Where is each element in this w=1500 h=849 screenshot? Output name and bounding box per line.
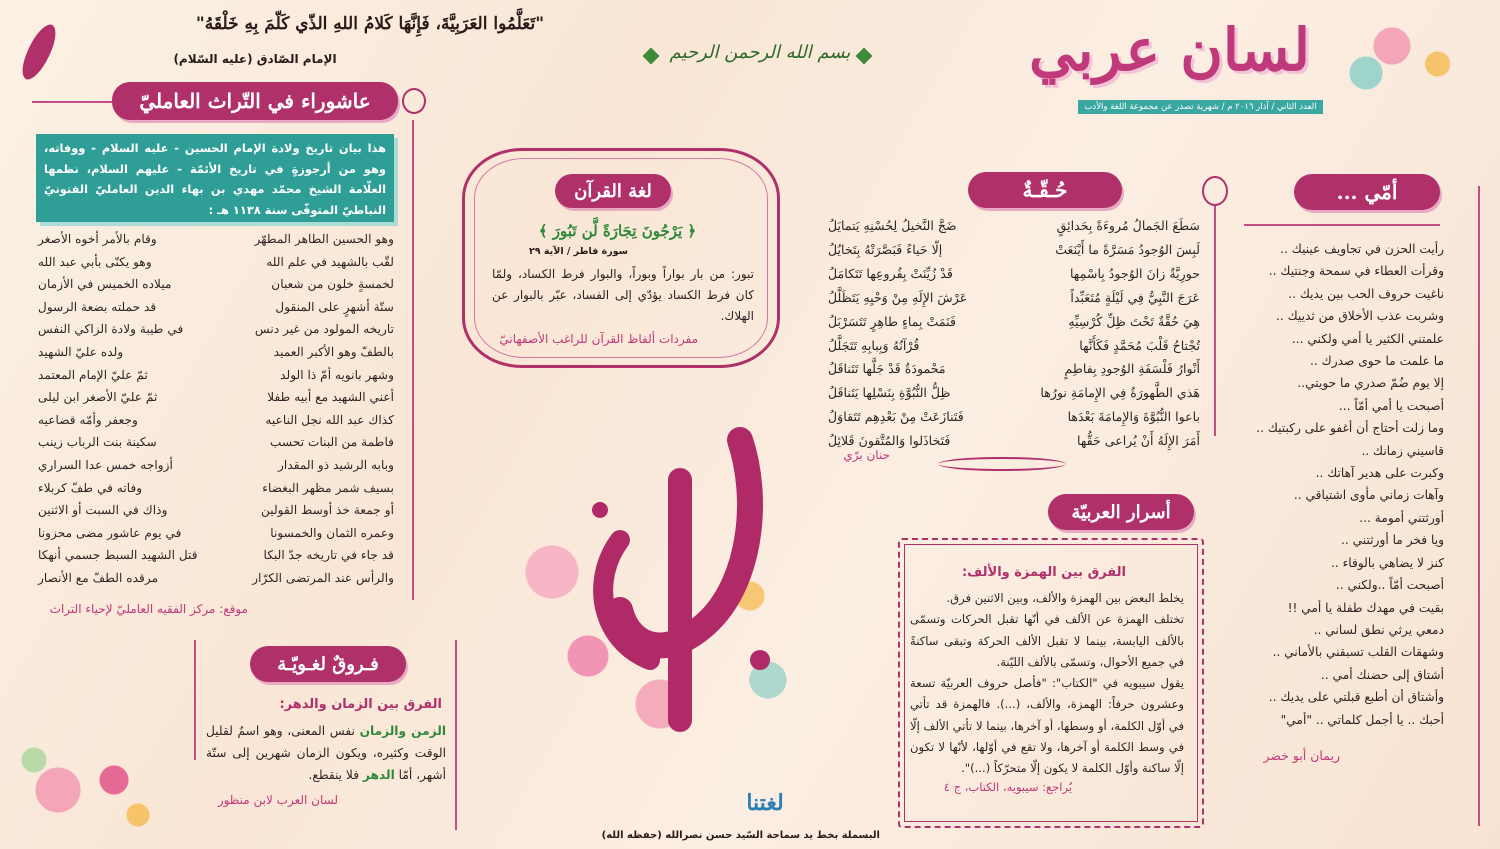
ashura-verse-row [38, 341, 394, 364]
issue-line: العدد الثاني / آذار ٢٠١٦ م / شهرية تصدر عن مجموعة اللغة والأدب [1078, 100, 1323, 114]
ummi-line: قاسيني زمانك .. [1361, 443, 1444, 458]
ummi-line: أصبحت أمّاً ..ولكني .. [1335, 578, 1444, 593]
furuq-term-dahr: الدهر [362, 768, 395, 782]
verse-second-hemistich: قتل الشهيد السبط جسمي أنهكا [38, 548, 198, 563]
ummi-line: دمعي يرثي نطق لساني .. [1313, 622, 1444, 637]
verse-first-hemistich: أَمَرَ الإِلَهُ أَنْ يُراعى حَقُّها [1077, 433, 1200, 449]
ashura-verse-row [38, 364, 394, 387]
verse-first-hemistich: وهو الحسين الطاهر المطهّر [254, 232, 394, 246]
verse-second-hemistich: فَتَخاذَلوا وَالمُتَّقونَ قَلائِلُ [828, 433, 951, 449]
verse-second-hemistich: في يوم عاشور مضى محزونا [38, 525, 182, 540]
huqqa-verse-row [828, 405, 1200, 429]
verse-first-hemistich: وبابه الرشيد ذو المقدار [278, 457, 394, 472]
verse-first-hemistich: تُجْتاحُ قَلْبَ مُحَمَّدٍ فَكَأَنَّها [1079, 337, 1200, 353]
ashura-verse-row [38, 567, 394, 590]
ashura-intro: هذا بيان تاريخ ولادة الإمام الحسين - عليه السلام - ووفاته، وهو من أرجوزةٍ في تاريخ الأئمّة - عليهم السلام، نظمها العلّامة الشيخ محمّد مهدي بن بهاء الدين العامليّ الفتونيّ النباطيّ المتوفّى سنة ١١٣٨ هـ : [44, 141, 386, 217]
furuq-credit: لسان العرب لابن منظور [217, 793, 338, 807]
lugha-text: تبور: من بار بواراً وبوراً، والبوار فرط الكساد، ولمّا كان فرط الكساد يؤدّي إلى الفساد، عبّر بالبوار عن الهلاك. [492, 267, 754, 323]
verse-first-hemistich: عَرَجَ النَّبِيُّ فِي لَيْلَةٍ مُتَعَبِّداً [1070, 289, 1200, 305]
ummi-line: علمتني الكثير يا أمي ولكني ... [1291, 331, 1444, 346]
fatima-calligraphy-art [560, 420, 800, 750]
verse-first-hemistich: وشهر بانويه أمّ ذا الولد [280, 367, 394, 382]
furuq-side-rule [455, 640, 457, 830]
verse-first-hemistich: كذاك عبد الله نجل الناعيه [265, 412, 394, 427]
furuq-left-rule [194, 640, 196, 760]
huqqa-verse-row [828, 214, 1200, 238]
verse-second-hemistich: ضَجَّ النَّخيلُ لِحُسْنِهِ يَتمايَلُ [828, 218, 957, 233]
asrar-paragraph: يخلط البعض بين الهمزة والألف، وبين الاثنين فرق. [946, 591, 1184, 605]
huqqa-verse-row [828, 310, 1200, 334]
lugha-verse-ref: سورة فاطر / الآية ٢٩ [529, 246, 628, 257]
ummi-line: ويا فخر ما أورثتني .. [1341, 533, 1444, 548]
ashura-verse-row [38, 454, 394, 477]
huqqa-verse-row [828, 262, 1200, 286]
ashura-title: عاشوراء في التّراث العامليّ [112, 82, 398, 120]
ummi-line: أحبك .. يا أجمل كلماتي .. "أمي" [1280, 712, 1444, 727]
basmala-ornament-left [643, 48, 660, 65]
huqqa-verse-row [828, 286, 1200, 310]
ummi-side-rule [1478, 186, 1480, 826]
asrar-title: أسرار العربيّة [1048, 494, 1194, 530]
logo-title: لسان عربي [1029, 16, 1310, 84]
verse-second-hemistich: مَحْمودَةٌ قَدْ جَلَّها تَتَناقَلُ [828, 361, 946, 377]
ashura-verse-row [38, 409, 394, 432]
verse-first-hemistich: لخمسةٍ خلون من شعبان [271, 277, 394, 292]
ashura-verse-row [38, 499, 394, 522]
asrar-body [910, 588, 1184, 780]
furuq-text-mid: نفس المعنى، وهو اسمٌ لقليل الوقت وكثيره، ويكون الزمان شهرين إلى ستّة أشهر، أمّا [206, 724, 446, 782]
verse-second-hemistich: ميلاده الخميس في الأزمان [38, 277, 172, 292]
ummi-title: أمّي ... [1294, 174, 1440, 210]
verse-first-hemistich: بسيف شمر مظهر البغضاء [262, 480, 394, 495]
verse-first-hemistich: هَذي الطَّهورَةُ فِي الإِمامَةِ نورُها [1040, 385, 1200, 401]
ashura-verse-row [38, 296, 394, 319]
verse-second-hemistich: وذاك في السبت أو الاثنين [38, 503, 168, 518]
ashura-verse-row [38, 544, 394, 567]
ummi-line: وقرأت العطاء في سمحة وجنتيك .. [1268, 264, 1444, 279]
ummi-title-rule [1244, 224, 1440, 226]
huqqa-verse-row [828, 334, 1200, 358]
header-quote: "تَعَلَّمُوا العَرَبِيَّةَ، فَإِنَّهَا كَلامُ اللهِ الذّي كَلّمَ بِهِ خَلْقَهُ" [195, 14, 545, 34]
verse-second-hemistich: قَدْ زُيِّنَتْ بِفُروعِها تَتَكامَلُ [828, 265, 953, 281]
ummi-line: أشتاق إلى حضنك أمي .. [1320, 667, 1444, 682]
verse-first-hemistich: فاطمة من البنات تحسب [270, 435, 394, 450]
lugha-credit: مفردات ألفاظ القرآن للراغب الأصفهانيّ [499, 332, 698, 346]
verse-second-hemistich: وهو يكنّى بأبي عبد الله [38, 254, 152, 269]
verse-first-hemistich: ستّة أشهرٍ على المنقول [275, 299, 394, 314]
huqqa-verses [828, 214, 1200, 453]
asrar-subtitle: الفرق بين الهمزة والألف: [961, 565, 1126, 580]
verse-second-hemistich: ظِلُّ النُّبُوَّةِ بِنَسْلِها يَتَناقَلُ [828, 385, 951, 401]
ashura-verse-row [38, 251, 394, 274]
lugha-verse: ﴿ يَرْجُونَ تِجَارَةً لَّن تَبُورَ ﴾ [538, 222, 697, 240]
ashura-verse-row [38, 522, 394, 545]
ummi-line: ما علمت ما حوى صدرك .. [1310, 354, 1444, 369]
furuq-subtitle: الفرق بين الزمان والدهر: [279, 697, 442, 712]
verse-second-hemistich: إلّا حَياءً فَبَصَّرَتْهُ بِتَخايُلُ [828, 241, 943, 257]
ashura-credit: موقع: مركز الفقيه العامليّ لإحياء التراث [49, 602, 248, 616]
ummi-line: وكبرت على هدير آهاتك .. [1315, 466, 1444, 481]
furuq-text-end: فلا ينقطع. [308, 768, 363, 782]
verse-first-hemistich: بالطفّ وهو الأكبر العميد [273, 344, 394, 359]
verse-first-hemistich: تاريخه المولود من غير دنس [254, 322, 394, 337]
verse-second-hemistich: فَتَنازَعَتْ مِنْ بَعْدِهِم تَتَقاوَلُ [828, 409, 964, 425]
huqqa-ornament [1202, 176, 1228, 206]
verse-second-hemistich: فَنَمَتْ بِماءٍ طاهِرٍ تَتَسَرْبَلُ [828, 313, 957, 329]
ashura-side-rule [412, 120, 414, 600]
verse-second-hemistich: قد حملته بضعة الرسول [38, 299, 157, 314]
verse-first-hemistich: باعوا النُّبُوَّةَ وَالإِمامَةَ بَعْدَها [1067, 409, 1200, 425]
huqqa-verse-row [828, 238, 1200, 262]
verse-second-hemistich: وقام بالأمر أخوه الأصغر [38, 232, 157, 246]
verse-first-hemistich: هِيَ حُقَّةٌ تَحْتَ ظِلِّ كُرْسِيِّهِ [1068, 313, 1200, 329]
ummi-line: وأشتاق أن أطبع قبلتي على يديك .. [1268, 690, 1444, 705]
header-quote-author: الإمام الصّادق (عليه السّلام) [173, 52, 337, 66]
verse-second-hemistich: ثمّ عليّ الأصغر ابن ليلى [38, 390, 158, 405]
basmala: بسم الله الرحمن الرحيم [669, 42, 851, 63]
fatima-calligraphy [560, 420, 800, 750]
ummi-credit: ريمان أبو خضر [1263, 748, 1340, 763]
ashura-intro-box [36, 134, 394, 222]
flower-decoration-bottom-left [10, 740, 170, 840]
furuq-text [206, 720, 446, 786]
verse-second-hemistich: وجعفر وأمّه قضاعيه [38, 412, 138, 427]
corner-ornament-top-left [14, 21, 63, 84]
verse-first-hemistich: وعمره الثمان والخمسونا [270, 525, 394, 540]
ashura-verses [38, 228, 394, 590]
ashura-title-rule [32, 101, 112, 103]
ashura-verse-row [38, 477, 394, 500]
verse-first-hemistich: لَبِسَ الوُجودُ مَسَرَّةً ما أَيْنَعَتْ [1055, 241, 1200, 257]
huqqa-side-rule [1214, 206, 1216, 436]
lughatuna-logo: لغتنا [746, 790, 784, 816]
asrar-credit: يُراجع: سيبويه، الكتاب، ج ٤ [943, 780, 1072, 794]
ashura-verse-row [38, 228, 394, 251]
verse-second-hemistich: ثمّ عليّ الإمام المعتمد [38, 367, 148, 382]
huqqa-verse-row [828, 357, 1200, 381]
verse-second-hemistich: مرقده الطفّ مع الأنصار [38, 570, 159, 585]
huqqa-bottom-ornament [938, 457, 1066, 471]
asrar-paragraph: يقول سيبويه في "الكتاب": "فأصل حروف العربيّة تسعة وعشرون حرفاً: الهمزة، والألف، (...). فالهمزة قد تأتي في أوّل الكلمة، أو وسطها، أو آخرها، بينما لا تأتي الألف إلّا في وسط الكلمة أو آخرها، ولا تقع في أوّلها، لأنّها لا تكون إلّا ساكنة وأوّل الكلمة لا يكون إلّا متحرّكاً (...)". [910, 676, 1184, 776]
verse-first-hemistich: لقّب بالشهيد في علم الله [266, 254, 394, 269]
ummi-line: وشربت عذب الأخلاق من ثدييك .. [1276, 309, 1444, 324]
verse-second-hemistich: في طيبة ولادة الزاكي النفس [38, 322, 184, 337]
verse-second-hemistich: وفاته في طفّ كربلاء [38, 480, 143, 495]
ummi-line: أصبحت يا أمي أمّاً ... [1338, 398, 1444, 413]
calligraphy-credit: البسملة بخط يد سماحة السّيد حسن نصرالله (حفظه الله) [601, 830, 880, 841]
verse-second-hemistich: أزواجه خمس عدا السراري [38, 457, 173, 472]
ummi-line: وآهات زماني مأوى اشتياقي .. [1293, 488, 1444, 503]
verse-first-hemistich: والرأس عند المرتضى الكرّار [252, 570, 394, 585]
ashura-title-ornament [402, 88, 426, 114]
ashura-verse-row [38, 318, 394, 341]
huqqa-title: حُـقّـةٌ [968, 172, 1122, 208]
ashura-verse-row [38, 273, 394, 296]
ummi-line: ناغيت حروف الحب بين يديك .. [1288, 286, 1444, 301]
verse-first-hemistich: سَطَعَ الجَمالُ مُروءَةً بِحَدائِقٍ [1056, 218, 1200, 233]
ummi-line: رأيت الحزن في تجاويف عينيك .. [1280, 242, 1444, 256]
verse-second-hemistich: سكينة بنت الرباب زينب [38, 435, 157, 450]
flower-decoration-top-right [1340, 10, 1470, 100]
huqqa-verse-row [828, 381, 1200, 405]
asrar-paragraph: تختلف الهمزة عن الألف في أنّها تقبل الحركات وتسمّى بالألف اليابسة، بينما لا تقبل الألف الحركة وتبقى ساكنةً في جميع الأحوال، وتسمّى بالألف الليّنة. [910, 612, 1184, 669]
ummi-line: وشهقات القلب تسبقني بالأماني .. [1272, 645, 1444, 660]
verse-first-hemistich: حورِيَّةٌ زانَ الوُجودُ بِاسْمِها [1069, 265, 1200, 281]
verse-second-hemistich: ولده عليّ الشهيد [38, 344, 124, 359]
ummi-line: بقيت في مهدك طفلة يا أمي !! [1287, 600, 1444, 615]
ummi-line: كنز لا يضاهي بالوفاء .. [1330, 555, 1444, 570]
verse-first-hemistich: أو جمعة خذ أوسط القولين [261, 503, 394, 518]
ummi-line: أورثتني أمومة ... [1359, 510, 1444, 525]
ummi-line: إلا يوم ضُمّ صدري ما حويتي.. [1297, 376, 1444, 391]
ashura-verse-row [38, 386, 394, 409]
verse-first-hemistich: أعني الشهيد مع أبيه طفلا [267, 390, 394, 405]
verse-second-hemistich: عَرْشَ الإِلَهِ مِنْ وَحْيِهِ يَتَظَلَّلُ [828, 289, 968, 305]
ummi-lines [1232, 238, 1444, 731]
ummi-line: وما زلت أحتاج أن أغفو على ركبتيك .. [1256, 421, 1444, 436]
verse-first-hemistich: قد جاء في تاريخه جدّ البكا [263, 548, 394, 563]
furuq-term-zaman: الزمن والزمان [359, 724, 446, 738]
furuq-title: فـروقٌ لغـويّـة [250, 646, 406, 682]
huqqa-credit: حنان برّي [843, 448, 890, 462]
verse-first-hemistich: أَنْوارُ فَلْسَفَةِ الوُجودِ بِفاطِمٍ [1064, 361, 1200, 377]
lugha-title: لغة القرآن [555, 174, 671, 208]
ashura-verse-row [38, 431, 394, 454]
verse-second-hemistich: قُرْآنُهُ وَبِبابِهِ تَتَجَلَّلُ [828, 337, 920, 353]
